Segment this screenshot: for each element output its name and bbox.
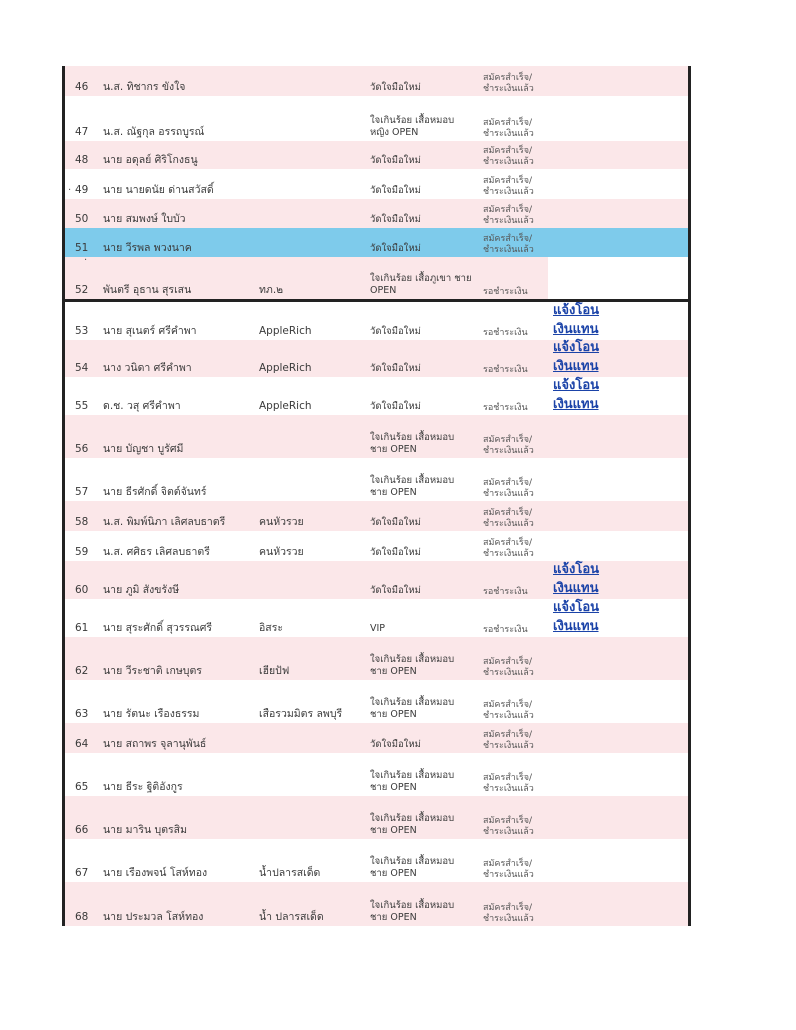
row-number: 61	[75, 622, 89, 634]
shirt-type: ใจเกินร้อย เสื้อหมอบ	[370, 770, 455, 781]
payment-status: ชำระเงินแล้ว	[483, 216, 534, 226]
payment-status: ชำระเงินแล้ว	[483, 914, 534, 924]
row-number: 62	[75, 665, 89, 677]
shirt-type: วัดใจมือใหม่	[370, 82, 421, 93]
participant-name: นาย อดุลย์ ศิริโกงธนู	[103, 154, 198, 166]
row-number: 59	[75, 546, 89, 558]
shirt-type: วัดใจมือใหม่	[370, 326, 421, 337]
participant-name: น.ส. พิมพ์นิภา เลิศลบธาตรี	[103, 516, 226, 528]
table-row	[65, 302, 688, 340]
shirt-type: ชาย OPEN	[370, 666, 417, 677]
shirt-type: วัดใจมือใหม่	[370, 401, 421, 412]
payment-status: สมัครสำเร็จ/	[483, 657, 533, 667]
payment-status: สมัครสำเร็จ/	[483, 478, 533, 488]
participant-name: นาย วีระชาติ เกษบุตร	[103, 665, 202, 677]
table-row	[65, 228, 688, 257]
transfer-notify-link[interactable]: เงินแทน	[553, 322, 599, 337]
row-number: 55	[75, 400, 89, 412]
table-row	[65, 599, 688, 637]
payment-status: สมัครสำเร็จ/	[483, 508, 533, 518]
team-name: ทภ.๒	[259, 284, 284, 296]
payment-status: สมัครสำเร็จ/	[483, 538, 533, 548]
row-number: 47	[75, 126, 89, 138]
shirt-type: วัดใจมือใหม่	[370, 585, 421, 596]
shirt-type: ใจเกินร้อย เสื้อหมอบ	[370, 432, 455, 443]
payment-status: ชำระเงินแล้ว	[483, 84, 534, 94]
shirt-type: ชาย OPEN	[370, 868, 417, 879]
participant-name: นาย สถาพร จุลานุพันธ์	[103, 738, 207, 750]
table-row	[65, 458, 688, 501]
shirt-type: วัดใจมือใหม่	[370, 517, 421, 528]
participant-name: นาย เรืองพจน์ โสห์ทอง	[103, 867, 208, 879]
shirt-type: วัดใจมือใหม่	[370, 243, 421, 254]
team-name: อิสระ	[259, 622, 283, 634]
transfer-notify-link[interactable]: เงินแทน	[553, 397, 599, 412]
team-name: น้ำปลารสเด็ด	[259, 867, 321, 879]
transfer-notify-link[interactable]: แจ้งโอน	[553, 562, 600, 577]
transfer-notify-link[interactable]: แจ้งโอน	[553, 600, 600, 615]
payment-status: รอชำระเงิน	[483, 287, 528, 297]
payment-status: ชำระเงินแล้ว	[483, 711, 534, 721]
shirt-type: OPEN	[370, 285, 397, 296]
shirt-type: ใจเกินร้อย เสื้อหมอบ	[370, 115, 455, 126]
payment-status: ชำระเงินแล้ว	[483, 827, 534, 837]
payment-status: ชำระเงินแล้ว	[483, 549, 534, 559]
row-number: 66	[75, 824, 89, 836]
payment-status: ชำระเงินแล้ว	[483, 157, 534, 167]
participant-name: นาย ประมวล โสห์ทอง	[103, 911, 204, 923]
participant-name: นาง วนิดา ศรีคำพา	[103, 362, 192, 374]
shirt-type: วัดใจมือใหม่	[370, 363, 421, 374]
payment-status: สมัครสำเร็จ/	[483, 700, 533, 710]
row-number: 60	[75, 584, 89, 596]
shirt-type: ใจเกินร้อย เสื้อหมอบ	[370, 813, 455, 824]
participant-name: นาย สมพงษ์ ใบบัว	[103, 213, 186, 225]
table-row	[65, 839, 688, 882]
table-row	[65, 340, 688, 377]
participant-name: น.ส. ณัฐกุล อรรถบูรณ์	[103, 126, 205, 138]
team-name: AppleRich	[259, 400, 312, 412]
row-number: 56	[75, 443, 89, 455]
participant-name: นาย รัตนะ เรืองธรรม	[103, 708, 200, 720]
table-row	[65, 882, 688, 926]
shirt-type: วัดใจมือใหม่	[370, 739, 421, 750]
table-left-border	[62, 66, 65, 926]
shirt-type: VIP	[370, 623, 386, 634]
participant-name: นาย นายดนัย ด่านสวัสดิ์	[103, 184, 214, 196]
participant-name: นาย มาริน บุตรสิม	[103, 824, 187, 836]
payment-status: สมัครสำเร็จ/	[483, 176, 533, 186]
table-row	[65, 377, 688, 415]
payment-status: ชำระเงินแล้ว	[483, 668, 534, 678]
transfer-notify-link[interactable]: เงินแทน	[553, 359, 599, 374]
shirt-type: ชาย OPEN	[370, 825, 417, 836]
table-row	[65, 753, 688, 796]
transfer-notify-link[interactable]: แจ้งโอน	[553, 378, 600, 393]
table-row	[65, 796, 688, 839]
row-number: 49	[75, 184, 89, 196]
payment-status: สมัครสำเร็จ/	[483, 903, 533, 913]
team-name: คนหัวรวย	[259, 516, 304, 528]
row-number: 67	[75, 867, 89, 879]
table-row	[65, 561, 688, 599]
payment-status: ชำระเงินแล้ว	[483, 187, 534, 197]
shirt-type: วัดใจมือใหม่	[370, 214, 421, 225]
payment-status: ชำระเงินแล้ว	[483, 784, 534, 794]
section-divider	[62, 299, 691, 302]
shirt-type: ชาย OPEN	[370, 709, 417, 720]
payment-status: รอชำระเงิน	[483, 365, 528, 375]
team-name: คนหัวรวย	[259, 546, 304, 558]
team-name: AppleRich	[259, 362, 312, 374]
row-number: 46	[75, 81, 89, 93]
row-number: 65	[75, 781, 89, 793]
table-row	[65, 199, 688, 228]
table-row	[65, 723, 688, 753]
participant-name: ด.ช. วสุ ศรีคำพา	[103, 400, 181, 412]
payment-status: รอชำระเงิน	[483, 328, 528, 338]
shirt-type: ชาย OPEN	[370, 487, 417, 498]
scan-speck: ·	[84, 255, 88, 266]
participant-name: นาย บัญชา บูรัศมี	[103, 443, 184, 455]
shirt-type: ใจเกินร้อย เสื้อหมอบ	[370, 475, 455, 486]
row-number: 52	[75, 284, 89, 296]
shirt-type: ใจเกินร้อย เสื้อหมอบ	[370, 856, 455, 867]
shirt-type: วัดใจมือใหม่	[370, 185, 421, 196]
shirt-type: ชาย OPEN	[370, 782, 417, 793]
transfer-notify-link[interactable]: แจ้งโอน	[553, 303, 600, 318]
table-row	[65, 637, 688, 680]
shirt-type: ใจเกินร้อย เสื้อหมอบ	[370, 900, 455, 911]
participant-name: พันตรี อุธาน สุรเสน	[103, 284, 192, 296]
row-number: 64	[75, 738, 89, 750]
table-row	[65, 96, 688, 141]
table-row	[65, 680, 688, 723]
table-row	[65, 66, 688, 96]
row-number: 48	[75, 154, 89, 166]
row-number: 57	[75, 486, 89, 498]
participant-name: น.ส. ทิชากร ขังใจ	[103, 81, 186, 93]
payment-status: ชำระเงินแล้ว	[483, 519, 534, 529]
table-row	[65, 415, 688, 458]
row-number: 63	[75, 708, 89, 720]
blank-cell	[548, 257, 688, 299]
payment-status: ชำระเงินแล้ว	[483, 446, 534, 456]
participant-name: นาย ธีระ ฐิติอังกูร	[103, 781, 183, 793]
shirt-type: ใจเกินร้อย เสื้อหมอบ	[370, 697, 455, 708]
row-number: 54	[75, 362, 89, 374]
participant-name: นาย วีรพล พวงนาค	[103, 242, 192, 254]
payment-status: สมัครสำเร็จ/	[483, 773, 533, 783]
transfer-notify-link[interactable]: เงินแทน	[553, 581, 599, 596]
transfer-notify-link[interactable]: เงินแทน	[553, 619, 599, 634]
table-row	[65, 169, 688, 199]
payment-status: สมัครสำเร็จ/	[483, 73, 533, 83]
shirt-type: หญิง OPEN	[370, 127, 419, 138]
team-name: เฮียปัฟ	[259, 665, 290, 677]
payment-status: ชำระเงินแล้ว	[483, 245, 534, 255]
table-row	[65, 501, 688, 531]
shirt-type: ชาย OPEN	[370, 444, 417, 455]
participant-name: นาย ภูมิ สังขรังษี	[103, 584, 180, 596]
table-row	[65, 141, 688, 169]
payment-status: สมัครสำเร็จ/	[483, 859, 533, 869]
payment-status: สมัครสำเร็จ/	[483, 730, 533, 740]
team-name: AppleRich	[259, 325, 312, 337]
payment-status: รอชำระเงิน	[483, 403, 528, 413]
payment-status: ชำระเงินแล้ว	[483, 129, 534, 139]
table-right-border	[688, 66, 691, 926]
shirt-type: ชาย OPEN	[370, 912, 417, 923]
shirt-type: ใจเกินร้อย เสื้อหมอบ	[370, 654, 455, 665]
payment-status: รอชำระเงิน	[483, 587, 528, 597]
shirt-type: วัดใจมือใหม่	[370, 155, 421, 166]
payment-status: สมัครสำเร็จ/	[483, 118, 533, 128]
payment-status: รอชำระเงิน	[483, 625, 528, 635]
scan-speck: ·	[68, 185, 72, 196]
payment-status: ชำระเงินแล้ว	[483, 489, 534, 499]
payment-status: สมัครสำเร็จ/	[483, 234, 533, 244]
payment-status: ชำระเงินแล้ว	[483, 870, 534, 880]
row-number: 51	[75, 242, 89, 254]
transfer-notify-link[interactable]: แจ้งโอน	[553, 340, 600, 355]
shirt-type: ใจเกินร้อย เสื้อภูเขา ชาย	[370, 273, 472, 284]
payment-status: สมัครสำเร็จ/	[483, 146, 533, 156]
payment-status: ชำระเงินแล้ว	[483, 741, 534, 751]
table-row	[65, 531, 688, 561]
payment-status: สมัครสำเร็จ/	[483, 435, 533, 445]
row-number: 53	[75, 325, 89, 337]
participant-name: นาย สุระศักดิ์ สุวรรณศรี	[103, 622, 213, 634]
table-row	[65, 257, 688, 299]
payment-status: สมัครสำเร็จ/	[483, 816, 533, 826]
row-number: 50	[75, 213, 89, 225]
team-name: เสือรวมมิตร ลพบุรี	[259, 708, 343, 720]
participant-name: น.ส. ศศิธร เลิศลบธาตรี	[103, 546, 210, 558]
row-number: 58	[75, 516, 89, 528]
participant-name: นาย สุเนตร์ ศรีคำพา	[103, 325, 197, 337]
participant-name: นาย ธีรศักดิ์ จิตต์จันทร์	[103, 486, 207, 498]
team-name: น้ำ ปลารสเด็ด	[259, 911, 324, 923]
row-number: 68	[75, 911, 89, 923]
payment-status: สมัครสำเร็จ/	[483, 205, 533, 215]
shirt-type: วัดใจมือใหม่	[370, 547, 421, 558]
